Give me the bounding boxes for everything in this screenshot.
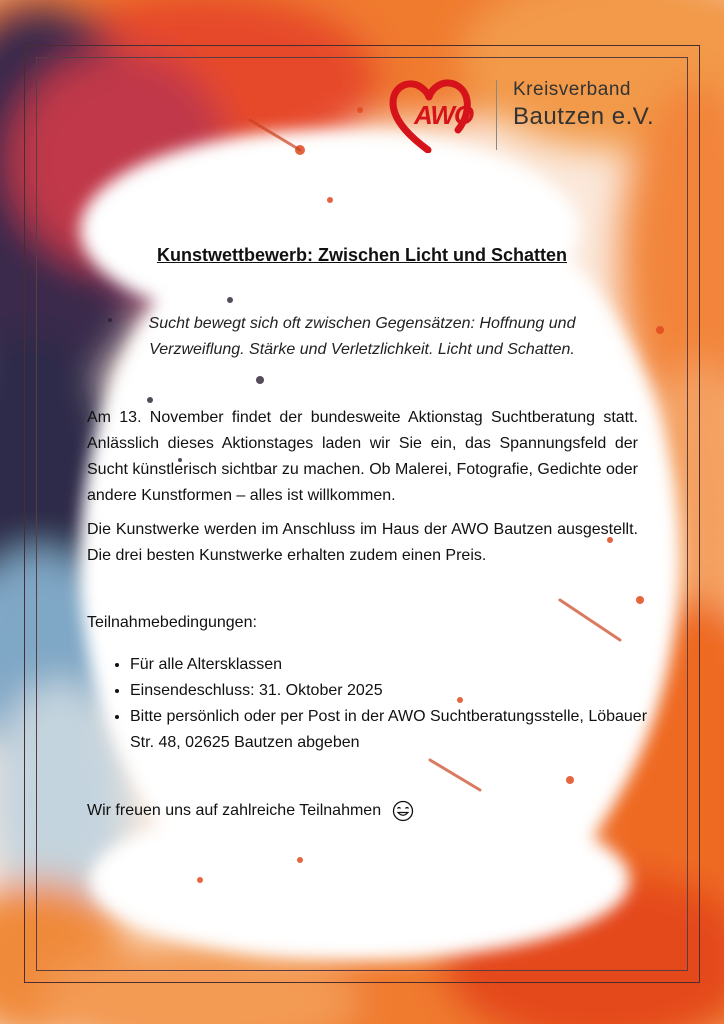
conditions-list xyxy=(87,652,670,756)
intro-text: Sucht bewegt sich oft zwischen Gegensätzen: Hoffnung und Verzweiflung. Stärke und Verletzlichkeit. Licht und Schatten. xyxy=(148,315,576,358)
list-item: • Für alle Altersklassen xyxy=(130,652,670,678)
awo-logo-word: AWO xyxy=(414,100,474,130)
inner-frame xyxy=(36,57,688,971)
paragraph-2: Die Kunstwerke werden im Anschluss im Haus der AWO Bautzen ausgestellt. Die drei besten Kunstwerke erhalten zudem einen Preis. xyxy=(87,521,638,564)
org-name-line1: Kreisverband xyxy=(513,79,631,100)
org-name-line2: Bautzen e.V. xyxy=(513,103,655,130)
list-item: • Einsendeschluss: 31. Oktober 2025 xyxy=(130,678,670,704)
page-title: Kunstwettbewerb: Zwischen Licht und Schatten xyxy=(156,245,568,265)
conditions-heading: Teilnahmebedingungen: xyxy=(87,614,257,631)
logo-divider xyxy=(496,80,497,150)
closing-line xyxy=(87,800,414,822)
org-name xyxy=(513,80,654,129)
paragraph-1: Am 13. November findet der bundesweite Aktionstag Suchtberatung statt. Anlässlich dieses Aktionstages laden wir Sie ein, das Spannungsfeld der Sucht künstlerisch sichtbar zu machen. Ob Malerei, Fotografie, Gedichte oder andere Kunstformen – alles ist willkommen. xyxy=(87,409,638,504)
list-item: • Bitte persönlich oder per Post in der AWO Suchtberatungsstelle, Löbauer Str. 48, 02625 Bautzen abgeben xyxy=(130,704,670,756)
smiley-icon xyxy=(392,800,414,822)
closing-text: Wir freuen uns auf zahlreiche Teilnahmen xyxy=(87,802,382,820)
